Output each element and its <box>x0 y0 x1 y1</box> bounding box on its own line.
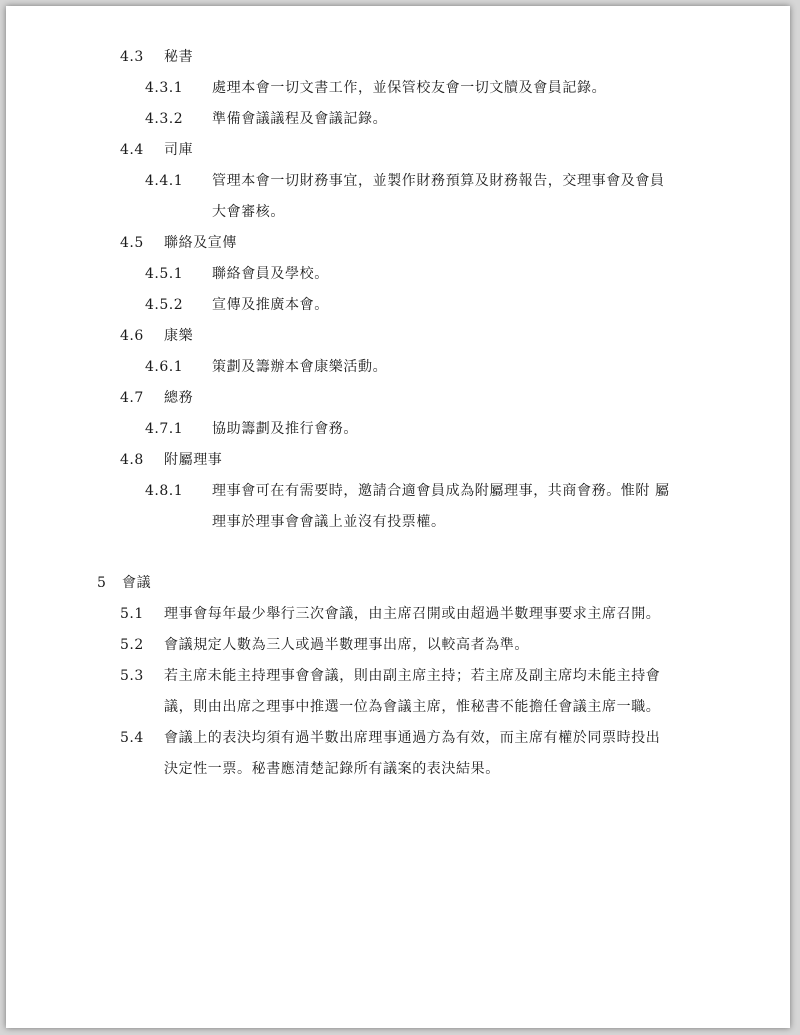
clause-4-3-2-text: 準備會議議程及會議記錄。 <box>212 111 388 127</box>
clause-4-8-1-text-line1: 理事會可在有需要時，邀請合適會員成為附屬理事，共商會務。惟附 屬 <box>212 483 670 499</box>
clause-4-8-1-text-line2: 理事於理事會會議上並沒有投票權。 <box>212 514 446 530</box>
clause-5-4-text-line2: 決定性一票。秘書應清楚記錄所有議案的表決結果。 <box>164 761 500 777</box>
clause-4-3-1-number: 4.3.1 <box>145 80 184 96</box>
clause-5-2-text: 會議規定人數為三人或過半數理事出席，以較高者為準。 <box>164 637 529 653</box>
clause-4-7-1-text: 協助籌劃及推行會務。 <box>212 421 358 437</box>
clause-5-4-text-line1: 會議上的表決均須有過半數出席理事通過方為有效，而主席有權於同票時投出 <box>164 730 661 746</box>
clause-5-1-text: 理事會每年最少舉行三次會議，由主席召開或由超過半數理事要求主席召開。 <box>164 606 661 622</box>
section-4-6-title: 康樂 <box>164 328 194 344</box>
section-4-3-number: 4.3 <box>120 49 144 65</box>
document-page <box>6 6 790 1028</box>
section-4-3-title: 秘書 <box>164 49 194 65</box>
clause-4-4-1-number: 4.4.1 <box>145 173 184 189</box>
section-4-7-number: 4.7 <box>120 390 144 406</box>
section-4-5-number: 4.5 <box>120 235 144 251</box>
clause-4-4-1-text-line2: 大會審核。 <box>212 204 285 220</box>
clause-4-7-1-number: 4.7.1 <box>145 421 184 437</box>
clause-4-5-1-text: 聯絡會員及學校。 <box>212 266 329 282</box>
clause-4-5-2-number: 4.5.2 <box>145 297 184 313</box>
clause-5-3-text-line1: 若主席未能主持理事會會議，則由副主席主持；若主席及副主席均未能主持會 <box>164 668 661 684</box>
clause-5-3-text-line2: 議，則由出席之理事中推選一位為會議主席，惟秘書不能擔任會議主席一職。 <box>164 699 661 715</box>
section-4-4-number: 4.4 <box>120 142 144 158</box>
section-4-7-title: 總務 <box>164 390 194 406</box>
clause-4-6-1-number: 4.6.1 <box>145 359 184 375</box>
clause-4-8-1-number: 4.8.1 <box>145 483 184 499</box>
clause-5-4-number: 5.4 <box>120 730 144 746</box>
section-4-4-title: 司庫 <box>164 142 194 158</box>
clause-4-5-2-text: 宣傳及推廣本會。 <box>212 297 329 313</box>
clause-4-6-1-text: 策劃及籌辦本會康樂活動。 <box>212 359 388 375</box>
section-4-6-number: 4.6 <box>120 328 144 344</box>
clause-5-1-number: 5.1 <box>120 606 144 622</box>
section-4-8-title: 附屬理事 <box>164 452 223 468</box>
section-4-8-number: 4.8 <box>120 452 144 468</box>
section-5-number: 5 <box>97 575 107 591</box>
clause-4-5-1-number: 4.5.1 <box>145 266 184 282</box>
section-5-title: 會議 <box>122 575 152 591</box>
clause-4-4-1-text-line1: 管理本會一切財務事宜，並製作財務預算及財務報告，交理事會及會員 <box>212 173 665 189</box>
clause-5-3-number: 5.3 <box>120 668 144 684</box>
clause-4-3-2-number: 4.3.2 <box>145 111 184 127</box>
clause-5-2-number: 5.2 <box>120 637 144 653</box>
section-4-5-title: 聯絡及宣傳 <box>164 235 237 251</box>
clause-4-3-1-text: 處理本會一切文書工作，並保管校友會一切文牘及會員記錄。 <box>212 80 607 96</box>
